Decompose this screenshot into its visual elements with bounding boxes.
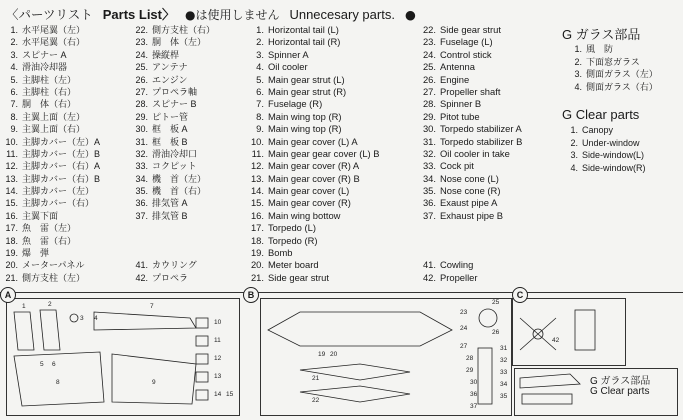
part-11-shape (196, 336, 208, 346)
part-name: Control stick (440, 48, 492, 60)
part-name: 魚 雷（左） (22, 223, 77, 234)
part-number: 27. (422, 85, 436, 97)
part-name: Main gear gear cover (L) B (268, 147, 380, 159)
part-name: Main gear strut (L) (268, 73, 345, 85)
part-number: 13. (5, 173, 18, 184)
part-name: Meter board (268, 259, 319, 271)
part-name: Main wing bottow (268, 209, 341, 221)
unused-note-jp: ●は使用しません (184, 8, 280, 22)
part-number-label: 1 (22, 303, 26, 310)
part-41-shape (575, 310, 595, 350)
part-26-shape (479, 309, 497, 327)
part-number: 2. (570, 137, 578, 148)
part-2-shape (40, 310, 60, 350)
part-number-label: 20 (330, 351, 338, 358)
part-number: 1. (574, 44, 582, 54)
part-number: 20. (250, 259, 264, 271)
part-name: 滑油冷却口 (152, 148, 198, 159)
part-10-shape (196, 318, 208, 328)
part-name: 水平尾翼（右） (22, 37, 86, 48)
part-16-shape (268, 312, 452, 346)
part-number: 23. (422, 36, 436, 48)
part-number: 14. (5, 186, 18, 197)
part-number: 35. (422, 185, 436, 197)
part-name: ピトー管 (152, 111, 189, 122)
part-number-label: 14 (214, 391, 222, 398)
part-number: 25. (135, 62, 148, 73)
part-name: 主脚カバー（右）B (22, 173, 101, 184)
part-name: Main gear cover (R) B (268, 172, 360, 184)
part-name: スピナー B (152, 99, 197, 110)
part-number-label: 37 (470, 403, 478, 410)
legend-jp: G ガラス部品 (590, 376, 651, 387)
part-name: コクピット (152, 161, 197, 172)
part-name: 胴 体（右） (22, 99, 77, 110)
part-number: 18. (250, 234, 264, 246)
part-number: 1. (256, 24, 264, 35)
part-name: Cowling (440, 259, 474, 271)
part-number: 16. (250, 209, 264, 221)
part-name: 下面窓ガラス (586, 56, 640, 67)
part-name: Torpedo (R) (268, 234, 318, 246)
part-number-label: 4 (94, 315, 98, 322)
part-name: Spinner A (268, 48, 309, 60)
part-number: 4. (256, 61, 264, 73)
part-name: Nose cone (L) (440, 172, 499, 184)
clear-parts-en-title: G Clear parts (562, 107, 640, 122)
part-number: 20. (5, 260, 18, 271)
part-number-label: 5 (40, 361, 44, 368)
part-number: 8. (256, 110, 264, 122)
part-number: 19. (5, 248, 18, 259)
part-number: 2. (10, 37, 18, 48)
part-name: Main wing top (R) (268, 110, 342, 122)
part-name: 主脚カバー（左）A (22, 136, 101, 147)
jp-title: 〈パーツリスト (6, 7, 93, 22)
part-number: 28. (135, 99, 148, 110)
part-number: 1. (570, 125, 578, 135)
part-number: 7. (256, 98, 264, 110)
part-name: 主脚柱（左） (22, 74, 77, 85)
part-name: 機 首（右） (152, 186, 207, 197)
part-name: Oil cooler (268, 61, 308, 73)
part-number: 10. (250, 135, 264, 147)
part-name: 風 防 (586, 44, 614, 54)
part-name: Antenna (440, 61, 475, 73)
legend-en: G Clear parts (590, 386, 650, 397)
part-number: 7. (10, 99, 18, 110)
part-name: Under-window (582, 137, 640, 148)
part-number: 29. (422, 110, 436, 122)
part-number: 22. (135, 25, 148, 35)
part-number: 30. (135, 124, 148, 135)
part-number: 17. (5, 223, 18, 234)
part-number: 6. (10, 86, 18, 97)
part-name: Torpedo (L) (268, 222, 316, 234)
sprue-b-drawing (268, 309, 497, 404)
part-number: 32. (422, 147, 436, 159)
part-number-label: 6 (52, 361, 56, 368)
part-number-label: 25 (492, 299, 500, 306)
part-number-label: 13 (214, 373, 222, 380)
part-name: エンジン (152, 74, 188, 85)
part-name: 側面ガラス（右） (586, 81, 658, 92)
part-number: 33. (422, 160, 436, 172)
part-number: 13. (250, 172, 264, 184)
part-number: 15. (250, 197, 264, 209)
part-number: 26. (422, 73, 436, 85)
part-number: 15. (5, 198, 18, 209)
part-number: 19. (250, 247, 264, 259)
part-name: 主翼上面（右） (22, 124, 86, 135)
part-13-shape (196, 372, 208, 382)
part-number: 11. (6, 148, 18, 159)
part-name: Torpedo stabilizer B (440, 135, 523, 147)
part-number: 2. (256, 36, 264, 48)
part-number: 16. (5, 210, 18, 221)
part-number: 31. (422, 135, 436, 147)
part-number: 24. (422, 48, 436, 60)
frame-label-a: A (0, 287, 16, 303)
part-number: 8. (10, 111, 18, 122)
part-number: 5. (256, 73, 264, 85)
part-name: Horizontal tail (L) (268, 24, 339, 35)
part-number-label: 24 (460, 325, 468, 332)
part-name: Torpedo stabilizer A (440, 123, 522, 135)
part-name: Oil cooler in take (440, 147, 510, 159)
part-name: Spinner B (440, 98, 482, 110)
part-name: Exhaust pipe B (440, 209, 504, 221)
part-number: 3. (256, 48, 264, 60)
part-number-label: 10 (214, 319, 222, 326)
part-number: 4. (10, 62, 18, 73)
part-7-shape (94, 312, 196, 330)
part-name: 操縦桿 (152, 49, 180, 60)
part-name: 胴 体（左） (152, 37, 207, 48)
part-number: 32. (135, 148, 148, 159)
part-name: 魚 雷（右） (22, 235, 77, 246)
part-number: 37. (422, 209, 436, 221)
part-number: 31. (135, 136, 148, 147)
part-number-label: 2 (48, 301, 52, 308)
part-name: Main gear cover (L) (268, 185, 350, 197)
part-number-label: 7 (150, 303, 154, 310)
part-number: 21. (250, 271, 264, 283)
part-number-label: 12 (214, 355, 222, 362)
part-name: Canopy (582, 125, 614, 135)
part-name: Fuselage (L) (440, 36, 493, 48)
part-number: 9. (10, 124, 18, 135)
part-number: 12. (250, 160, 264, 172)
part-number: 41. (422, 259, 436, 271)
part-number-label: 28 (466, 355, 474, 362)
part-name: 主脚カバー（右）A (22, 161, 101, 172)
part-name: 主脚カバー（右） (22, 198, 95, 209)
part-number: 36. (135, 198, 148, 209)
part-12-shape (196, 354, 208, 364)
part-name: Horizontal tail (R) (268, 36, 341, 48)
part-number: 33. (135, 161, 148, 172)
part-name: Exaust pipe A (440, 197, 498, 209)
part-name: 機 首（左） (152, 173, 207, 184)
en-title: Parts List〉 (102, 7, 175, 22)
part-name: Main gear cover (R) A (268, 160, 360, 172)
part-name: Side-window(R) (582, 162, 646, 173)
part-number-label: 9 (152, 379, 156, 386)
part-name: 水平尾翼（左） (22, 25, 86, 35)
part-number: 27. (135, 86, 148, 97)
part-1-shape (14, 312, 34, 350)
sprue-c-drawing (520, 310, 595, 350)
part-number: 36. (422, 197, 436, 209)
part-33-shape (478, 348, 492, 404)
part-number: 34. (135, 173, 148, 184)
part-42-shape (520, 318, 556, 350)
part-name: Propeller shaft (440, 85, 501, 97)
part-number: 29. (135, 111, 148, 122)
part-name: 排気管 A (152, 198, 188, 209)
part-name: 主脚カバー（左） (22, 186, 95, 197)
part-number: 22. (422, 24, 436, 35)
part-number: 4. (570, 162, 578, 173)
part-number: 42. (422, 271, 436, 283)
part-number: 37. (135, 210, 148, 221)
part-number: 42. (135, 272, 148, 283)
part-number: 9. (256, 123, 264, 135)
part-name: プロペラ (152, 272, 189, 283)
part-number-label: 42 (552, 337, 560, 344)
part-number: 6. (256, 85, 264, 97)
part-number-label: 22 (312, 397, 320, 404)
part-number-label: 35 (500, 393, 508, 400)
part-name: Main gear strut (R) (268, 85, 347, 97)
part-name: スピナー A (22, 49, 67, 60)
part-number: 41. (135, 260, 148, 271)
part-name: Nose cone (R) (440, 185, 501, 197)
part-number: 3. (10, 49, 18, 60)
part-number: 12. (5, 161, 18, 172)
part-name: Side-window(L) (582, 150, 645, 161)
part-number-label: 36 (470, 391, 478, 398)
part-name: 主翼上面（左） (22, 111, 86, 122)
part-name: カウリング (152, 260, 197, 271)
part-number-label: 3 (80, 315, 84, 322)
part-number: 26. (135, 74, 148, 85)
part-number-label: 11 (214, 337, 221, 344)
part-name: 主脚カバー（左）B (22, 148, 101, 159)
part-name: Main wing top (R) (268, 123, 342, 135)
part-number-label: 31 (500, 345, 508, 352)
part-name: Engine (440, 73, 470, 85)
part-3-shape (70, 314, 78, 322)
part-name: 爆 弾 (22, 248, 50, 259)
part-number: 21. (5, 272, 18, 283)
unused-note-en: Unnecesary parts. (289, 7, 395, 22)
part-name: Fuselage (R) (268, 98, 323, 110)
part-name: 框 板 B (152, 136, 188, 147)
part-name: Propeller (440, 271, 478, 283)
part-number: 1. (10, 25, 18, 35)
part-number: 30. (422, 123, 436, 135)
part-name: 框 板 A (152, 124, 188, 135)
part-number: 25. (422, 61, 436, 73)
part-number-label: 34 (500, 381, 508, 388)
part-number-label: 26 (492, 329, 500, 336)
frame-label-c: C (512, 287, 528, 303)
part-number-label: 23 (460, 309, 468, 316)
part-number: 10. (5, 136, 18, 147)
part-number-label: 32 (500, 357, 508, 364)
part-number: 34. (422, 172, 436, 184)
frame-label-b: B (243, 287, 259, 303)
part-number: 24. (135, 49, 148, 60)
part-name: Main gear cover (L) A (268, 135, 358, 147)
part-name: 主翼下面 (22, 210, 59, 221)
part-number-label: 19 (318, 351, 326, 358)
sprue-a-drawing (14, 310, 208, 406)
part-number: 35. (135, 186, 148, 197)
part-name: Bomb (268, 247, 293, 259)
part-name: Main gear cover (R) (268, 197, 351, 209)
part-number: 14. (250, 185, 264, 197)
part-number: 5. (10, 74, 18, 85)
part-number: 18. (5, 235, 18, 246)
part-number-label: 21 (312, 375, 320, 382)
part-name: 主脚柱（右） (22, 86, 77, 97)
part-number-label: 30 (470, 379, 478, 386)
part-number: 3. (570, 150, 578, 161)
part-name: 側面ガラス（左） (586, 69, 658, 80)
part-name: Cock pit (440, 160, 474, 172)
part-name: Pitot tube (440, 110, 480, 122)
part-number: 23. (135, 37, 148, 48)
part-number: 11. (251, 147, 264, 159)
part-number-label: 15 (226, 391, 234, 398)
glass-parts-jp-title: G ガラス部品 (562, 27, 641, 42)
part-name: プロペラ軸 (152, 86, 198, 97)
part-name: Side gear strut (440, 24, 501, 35)
part-number-label: 29 (466, 367, 474, 374)
part-number: 17. (250, 222, 264, 234)
part-number: 28. (422, 98, 436, 110)
part-number-label: 33 (500, 369, 508, 376)
part-name: アンテナ (152, 62, 188, 73)
part-name: 側方支柱（右） (152, 25, 216, 35)
part-number-label: 27 (460, 343, 468, 350)
part-14-shape (196, 390, 208, 400)
part-number: 2. (574, 56, 582, 67)
part-name: 側方支柱（左） (22, 272, 86, 283)
part-name: 排気管 B (152, 210, 188, 221)
part-number: 4. (574, 81, 582, 92)
part-name: メーターパネル (22, 260, 85, 271)
unused-mark: ● (404, 7, 416, 22)
part-name: 滑油冷却器 (22, 62, 68, 73)
part-number-label: 8 (56, 379, 60, 386)
part-name: Side gear strut (268, 271, 329, 283)
part-number: 3. (574, 69, 582, 80)
